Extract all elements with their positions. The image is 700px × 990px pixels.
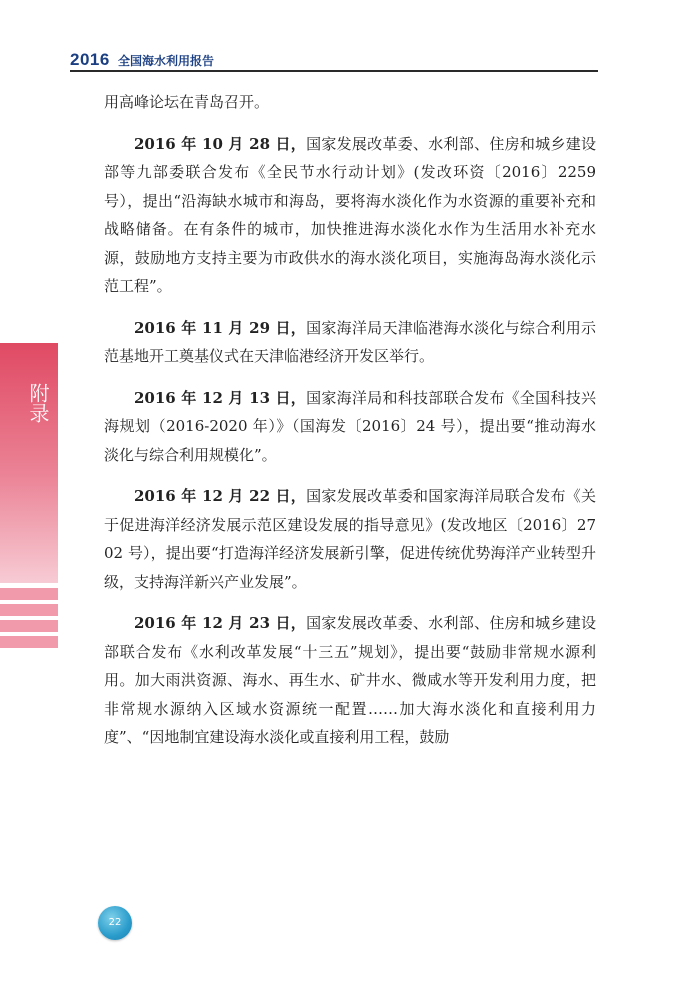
paragraph-text: 国家发展改革委、水利部、住房和城乡建设部联合发布《水利改革发展“十三五”规划》，提出要“鼓励非常规水源利用。加大雨洪资源、海水、再生水、矿井水、微咸水等开发利用力度，把非常规水源纳入区域水资源统一配置……加大海水淡化和直接利用力度”、“因地制宜建设海水淡化或直接利用工程，鼓励 — [104, 614, 596, 746]
paragraph-date: 2016 年 12 月 13 日， — [134, 388, 307, 407]
page-header — [70, 48, 598, 70]
paragraph-2 — [104, 314, 596, 371]
side-stripe-4 — [0, 636, 58, 648]
paragraph-1 — [104, 130, 596, 301]
paragraph-date: 2016 年 12 月 23 日， — [134, 614, 307, 632]
paragraph-4 — [104, 482, 596, 596]
paragraph-date: 2016 年 10 月 28 日， — [134, 134, 307, 153]
paragraph-text: 国家发展改革委、水利部、住房和城乡建设部等九部委联合发布《全民节水行动计划》(发改环资〔2016〕2259 号），提出“沿海缺水城市和海岛，要将海水淡化作为水资源的重要补充和战略储备。在有条件的城市，加快推进海水淡化水作为生活用水补充水源，鼓励地方支持主要为市政供水的海水淡化项目，实施海岛海水淡化示范工程”。 — [104, 134, 596, 295]
side-stripe-2 — [0, 604, 58, 616]
paragraph-0 — [104, 88, 596, 117]
paragraph-5 — [104, 609, 596, 752]
paragraph-text: 国家海洋局和科技部联合发布《全国科技兴海规划（2016-2020 年）》（国海发〔2016〕24 号），提出要“推动海水淡化与综合利用规模化”。 — [104, 388, 596, 464]
paragraph-3 — [104, 384, 596, 470]
header-year: 2016 — [70, 50, 110, 69]
document-body — [104, 88, 596, 765]
side-tab-label-wrap — [18, 383, 50, 463]
side-stripe-1 — [0, 588, 58, 600]
page-number-badge: 22 — [98, 906, 132, 940]
paragraph-text: 用高峰论坛在青岛召开。 — [104, 93, 270, 111]
paragraph-text: 国家发展改革委和国家海洋局联合发布《关于促进海洋经济发展示范区建设发展的指导意见》(发改地区〔2016〕2702 号），提出要“打造海洋经济发展新引擎，促进传统优势海洋产业转型升级，支持海洋新兴产业发展”。 — [104, 487, 596, 591]
appendix-side-tab — [0, 343, 58, 583]
paragraph-text: 国家海洋局天津临港海水淡化与综合利用示范基地开工奠基仪式在天津临港经济开发区举行。 — [104, 318, 596, 365]
paragraph-date: 2016 年 11 月 29 日， — [134, 318, 307, 337]
header-divider — [70, 70, 598, 72]
paragraph-date: 2016 年 12 月 22 日， — [134, 487, 307, 505]
header-title: 全国海水利用报告 — [118, 54, 215, 68]
side-stripe-3 — [0, 620, 58, 632]
side-tab-label: 附录 — [26, 383, 50, 423]
